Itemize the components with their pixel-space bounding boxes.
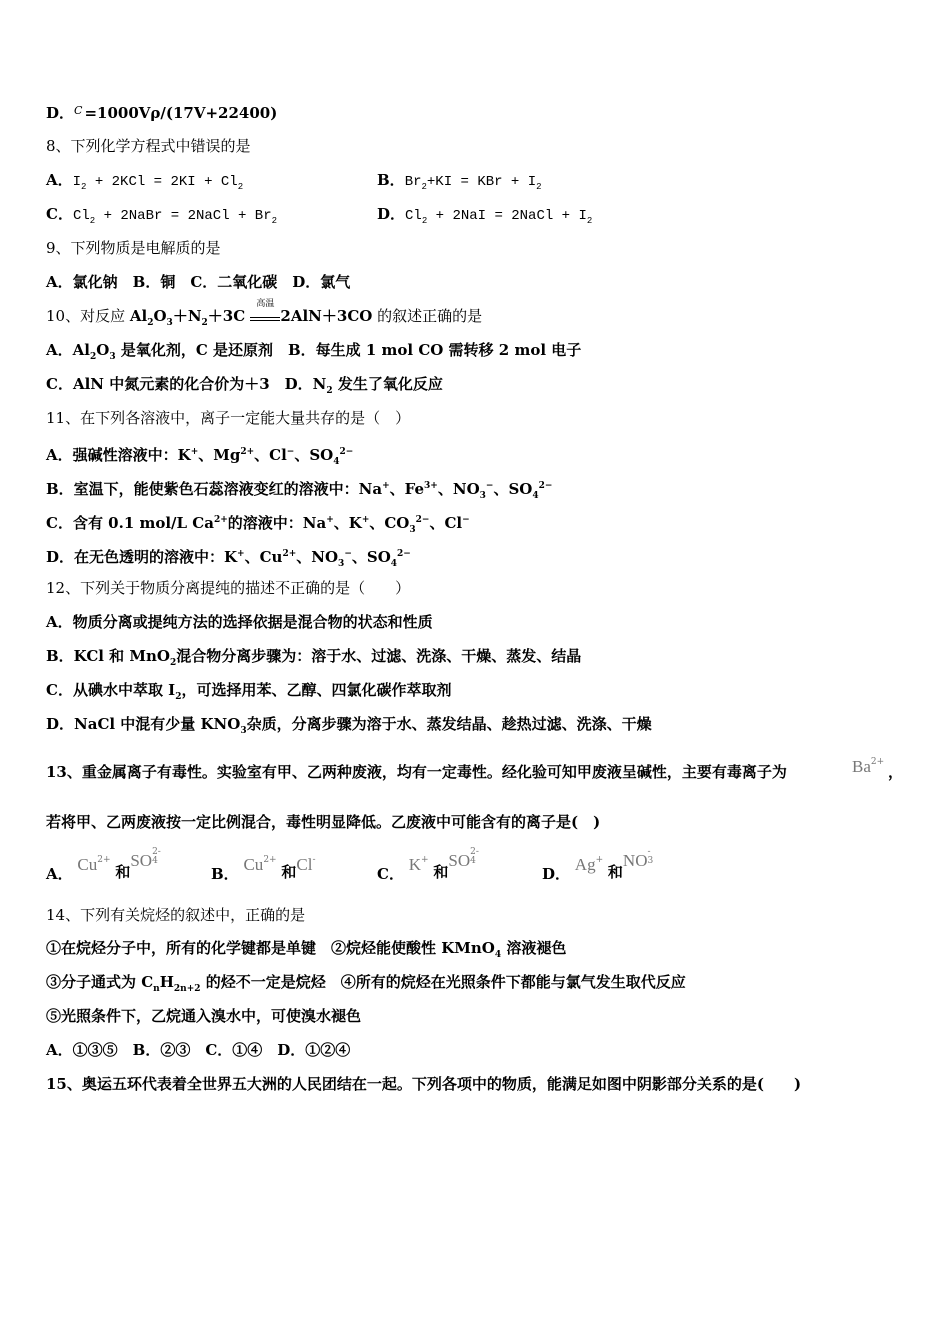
q14-options: A．①③⑤ B．②③ C．①④ D．①②④ [46, 1041, 351, 1059]
q14-statements-1-2: ①在烷烃分子中，所有的化学键都是单键 ②烷烃能使酸性 KMnO$_4$ 溶液褪色 [46, 939, 567, 960]
reaction-condition: 高温 [250, 309, 280, 321]
q8-option-b: B．$Br_2+KI$ = KBr + $I_2$ [377, 171, 542, 192]
q10-options-cd: C．AlN 中氮元素的化合价为＋3 D．$N_2$ 发生了氧化反应 [46, 375, 443, 396]
q13-option-c: C． K+ 和SO 2- 4 [377, 847, 479, 883]
c-symbol: C [74, 104, 83, 117]
q11-option-c: C．含有 0.1 mol/L $Ca^{2+}$的溶液中：Na+、K+、$CO_3^{2-}$、Cl− [46, 514, 470, 535]
q11-option-a: A．强碱性溶液中：K+、$Mg^{2+}$、Cl−、$SO_4^{2-}$ [46, 446, 354, 467]
q12-option-d: D．NaCl 中混有少量 $KNO_3$杂质，分离步骤为溶于水、蒸发结晶、趁热过滤、洗涤、干燥 [46, 715, 652, 736]
q12-option-c: C．从碘水中萃取 $I_2$，可选择用苯、乙醇、四氯化碳作萃取剂 [46, 681, 452, 702]
q12-option-a: A．物质分离或提纯方法的选择依据是混合物的状态和性质 [46, 613, 433, 631]
q11-stem: 11、在下列各溶液中，离子一定能大量共存的是（ ） [46, 409, 411, 427]
q14-statements-3-4: ③分子通式为 $C_nH_{2n+2}$ 的烃不一定是烷烃 ④所有的烷烃在光照条件下都能与氯气发生取代反应 [46, 973, 686, 994]
q11-option-b: B．室温下，能使紫色石蕊溶液变红的溶液中：Na+、$Fe^{3+}$、$NO_3^-$、$SO_4^{2-}$ [46, 480, 553, 501]
q8-stem: 8、下列化学方程式中错误的是 [46, 137, 251, 155]
q13-option-a: A． $Cu^{2+}$ 和SO 2- 4 [46, 847, 161, 883]
q12-stem: 12、下列关于物质分离提纯的描述不正确的是（ ） [46, 579, 411, 597]
q9-options: A．氯化钠 B．铜 C．二氧化碳 D．氯气 [46, 273, 351, 291]
q8-option-d: D．$Cl_2 + 2NaI$ = 2NaCl + $I_2$ [377, 205, 593, 226]
q13-comma: ， [888, 763, 904, 781]
q10-stem: 10、对反应 $Al_2O_3+N_2+3C$ 高温 2AlN＋3CO 的叙述正确的是 [46, 299, 483, 328]
q14-statement-5: ⑤光照条件下，乙烷通入溴水中，可使溴水褪色 [46, 1007, 362, 1025]
q13-option-b: B． $Cu^{2+}$ 和Cl- [211, 855, 316, 883]
q8-option-c: C．$Cl_2$ + 2NaBr = 2NaCl + $Br_2$ [46, 205, 278, 226]
q13-ba-ion: $Ba^{2+}$ [852, 757, 885, 776]
q9-stem: 9、下列物质是电解质的是 [46, 239, 221, 257]
q13-stem-line2: 若将甲、乙两废液按一定比例混合，毒性明显降低。乙废液中可能含有的离子是( ) [46, 813, 601, 831]
q13-option-d: D． Ag+ 和NO - 3 [542, 847, 654, 883]
q8-option-a: A．$I_2 + 2KCl = 2KI + Cl_2$ [46, 171, 244, 192]
q15-stem: 15、奥运五环代表着全世界五大洲的人民团结在一起。下列各项中的物质，能满足如图中阴影部分关系的是( ) [46, 1075, 802, 1093]
q7-option-d: D．$^C$ =1000Vρ/(17V+22400) [46, 104, 278, 122]
q13-stem-line1: 13、重金属离子有毒性。实验室有甲、乙两种废液，均有一定毒性。经化验可知甲废液呈碱性，主要有毒离子为 [46, 763, 787, 781]
q10-options-ab: A．$Al_2O_3$ 是氧化剂，C 是还原剂 B．每生成 1 mol CO 需转移 2 mol 电子 [46, 341, 582, 362]
q14-stem: 14、下列有关烷烃的叙述中，正确的是 [46, 906, 306, 924]
q11-option-d: D．在无色透明的溶液中：K+、$Cu^{2+}$、$NO_3^-$、$SO_4^{2-}$ [46, 548, 411, 569]
q12-option-b: B．KCl 和 MnO$_2$混合物分离步骤为：溶于水、过滤、洗涤、干燥、蒸发、结晶 [46, 647, 582, 668]
